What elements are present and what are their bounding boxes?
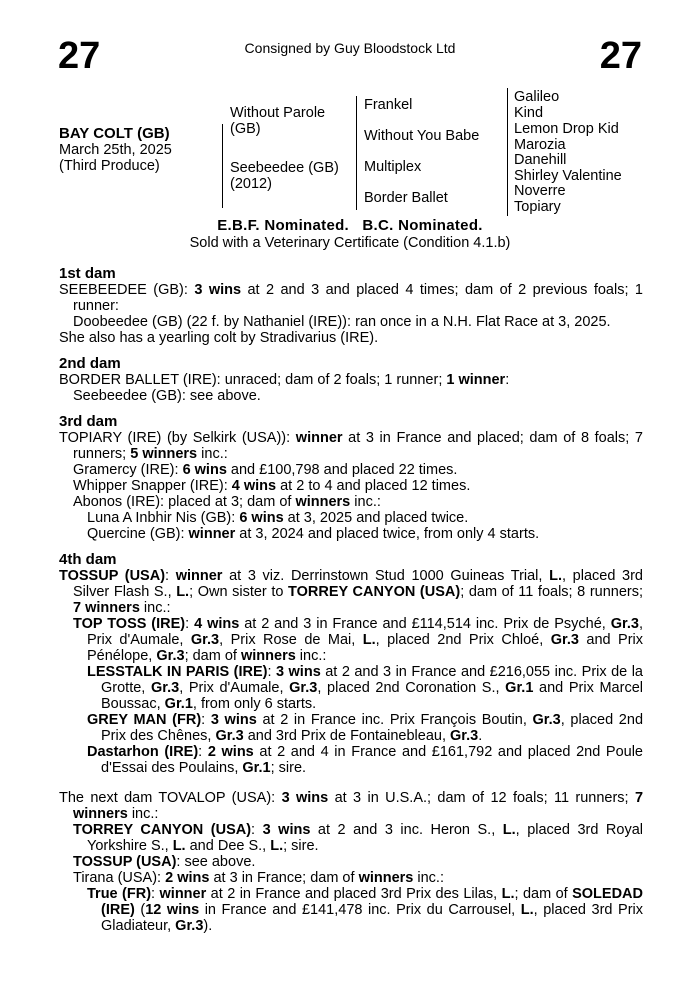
next-dam-summary: The next dam TOVALOP (USA): 3 wins at 3 in U.S.A.; dam of 12 foals; 11 runners; 7 winners inc.:: [59, 790, 644, 822]
pedigree-ggp-3: Lemon Drop Kid: [514, 121, 619, 137]
consignor: Consigned by Guy Bloodstock Ltd: [244, 40, 456, 56]
pedigree-sire-sire: Frankel: [364, 97, 413, 113]
pedigree-ggp-5: Danehill: [514, 152, 567, 168]
pedigree-dam: Seebeedee (GB) (2012): [230, 160, 339, 192]
lot-number-left: 27: [58, 35, 101, 77]
dam4-grand-produce: LESSTALK IN PARIS (IRE): 3 wins at 2 and 3 in France and £216,055 inc. Prix de la Grotte, Gr.3, Prix d'Aumale, Gr.3, placed 2nd Coronation S., Gr.1 and Prix Marcel Boussac, Gr.1, from only 6 starts.: [87, 664, 643, 712]
pedigree-dam-dam: Border Ballet: [364, 190, 448, 206]
section-heading-1st-dam: 1st dam: [59, 265, 116, 282]
section-heading-4th-dam: 4th dam: [59, 551, 117, 568]
dam2-summary: BORDER BALLET (IRE): unraced; dam of 2 foals; 1 runner; 1 winner:: [59, 372, 510, 388]
dam4-grand-produce: Dastarhon (IRE): 2 wins at 2 and 4 in France and £161,792 and placed 2nd Poule d'Essai des Poulains, Gr.1; sire.: [87, 744, 643, 776]
pedigree-divider-3: [507, 88, 508, 216]
pedigree-divider-2: [356, 96, 357, 210]
subject-block: [59, 126, 172, 174]
next-dam-produce: TOSSUP (USA): see above.: [73, 854, 256, 870]
dam1-summary: SEEBEEDEE (GB): 3 wins at 2 and 3 and placed 4 times; dam of 2 previous foals; 1 runner:: [59, 282, 643, 314]
pedigree-ggp-1: Galileo: [514, 89, 560, 105]
pedigree-sire: Without Parole (GB): [230, 105, 326, 137]
dam3-produce: Gramercy (IRE): 6 wins and £100,798 and placed 22 times.: [73, 462, 458, 478]
pedigree-ggp-6: Shirley Valentine: [514, 168, 622, 184]
pedigree-sire-dam: Without You Babe: [364, 128, 480, 144]
dam3-produce: Abonos (IRE): placed at 3; dam of winners inc.:: [73, 494, 381, 510]
pedigree-ggp-7: Noverre: [514, 183, 566, 199]
lot-number-right: 27: [599, 35, 642, 77]
dam4-summary: TOSSUP (USA): winner at 3 viz. Derrinstown Stud 1000 Guineas Trial, L., placed 3rd Silver Flash S., L.; Own sister to TORREY CANYON (USA); dam of 11 foals; 8 runners; 7 winners inc.:: [59, 568, 644, 616]
next-dam-produce: Tirana (USA): 2 wins at 3 in France; dam of winners inc.:: [73, 870, 444, 886]
dam3-produce: Whipper Snapper (IRE): 4 wins at 2 to 4 and placed 12 times.: [73, 478, 471, 494]
next-dam-produce: TORREY CANYON (USA): 3 wins at 2 and 3 inc. Heron S., L., placed 3rd Royal Yorkshire S., L. and Dee S., L.; sire.: [73, 822, 643, 854]
subject-title: BAY COLT (GB): [59, 125, 170, 142]
subject-foaled: March 25th, 2025: [59, 142, 172, 158]
dam3-grand-produce: Luna A Inbhir Nis (GB): 6 wins at 3, 2025 and placed twice.: [87, 510, 469, 526]
section-heading-2nd-dam: 2nd dam: [59, 355, 121, 372]
pedigree-ggp-8: Topiary: [514, 199, 561, 215]
dam3-grand-produce: Quercine (GB): winner at 3, 2024 and placed twice, from only 4 starts.: [87, 526, 540, 542]
pedigree-ggp-2: Kind: [514, 105, 544, 121]
dam4-grand-produce: GREY MAN (FR): 3 wins at 2 in France inc. Prix François Boutin, Gr.3, placed 2nd Prix des Chênes, Gr.3 and 3rd Prix de Fontainebleau, Gr.3.: [87, 712, 644, 744]
dam3-summary: TOPIARY (IRE) (by Selkirk (USA)): winner at 3 in France and placed; dam of 8 foals; 7 runners; 5 winners inc.:: [59, 430, 643, 462]
catalogue-body: [59, 266, 643, 934]
pedigree-ggp-4: Marozia: [514, 137, 566, 153]
next-dam-grand-produce: True (FR): winner at 2 in France and placed 3rd Prix des Lilas, L.; dam of SOLEDAD (IRE) (12 wins in France and £141,478 inc. Prix du Carrousel, L., placed 3rd Prix Gladiateur, Gr.3).: [87, 886, 644, 934]
dam1-produce: Doobeedee (GB) (22 f. by Nathaniel (IRE)): ran once in a N.H. Flat Race at 3, 2025.: [73, 314, 611, 330]
vet-certificate-note: Sold with a Veterinary Certificate (Condition 4.1.b): [189, 235, 511, 251]
dam1-note: She also has a yearling colt by Stradivarius (IRE).: [59, 330, 379, 346]
subject-produce: (Third Produce): [59, 158, 160, 174]
dam4-produce: TOP TOSS (IRE): 4 wins at 2 and 3 in France and £114,514 inc. Prix de Psyché, Gr.3, Prix d'Aumale, Gr.3, Prix Rose de Mai, L., placed 2nd Prix Chloé, Gr.3 and Prix Pénélope, Gr.3; dam of winners inc.:: [73, 616, 643, 664]
section-heading-3rd-dam: 3rd dam: [59, 413, 118, 430]
dam2-produce: Seebeedee (GB): see above.: [73, 388, 261, 404]
pedigree-dam-sire: Multiplex: [364, 159, 422, 175]
nominations: E.B.F. Nominated. B.C. Nominated.: [217, 217, 483, 234]
pedigree-divider-1: [222, 124, 223, 208]
